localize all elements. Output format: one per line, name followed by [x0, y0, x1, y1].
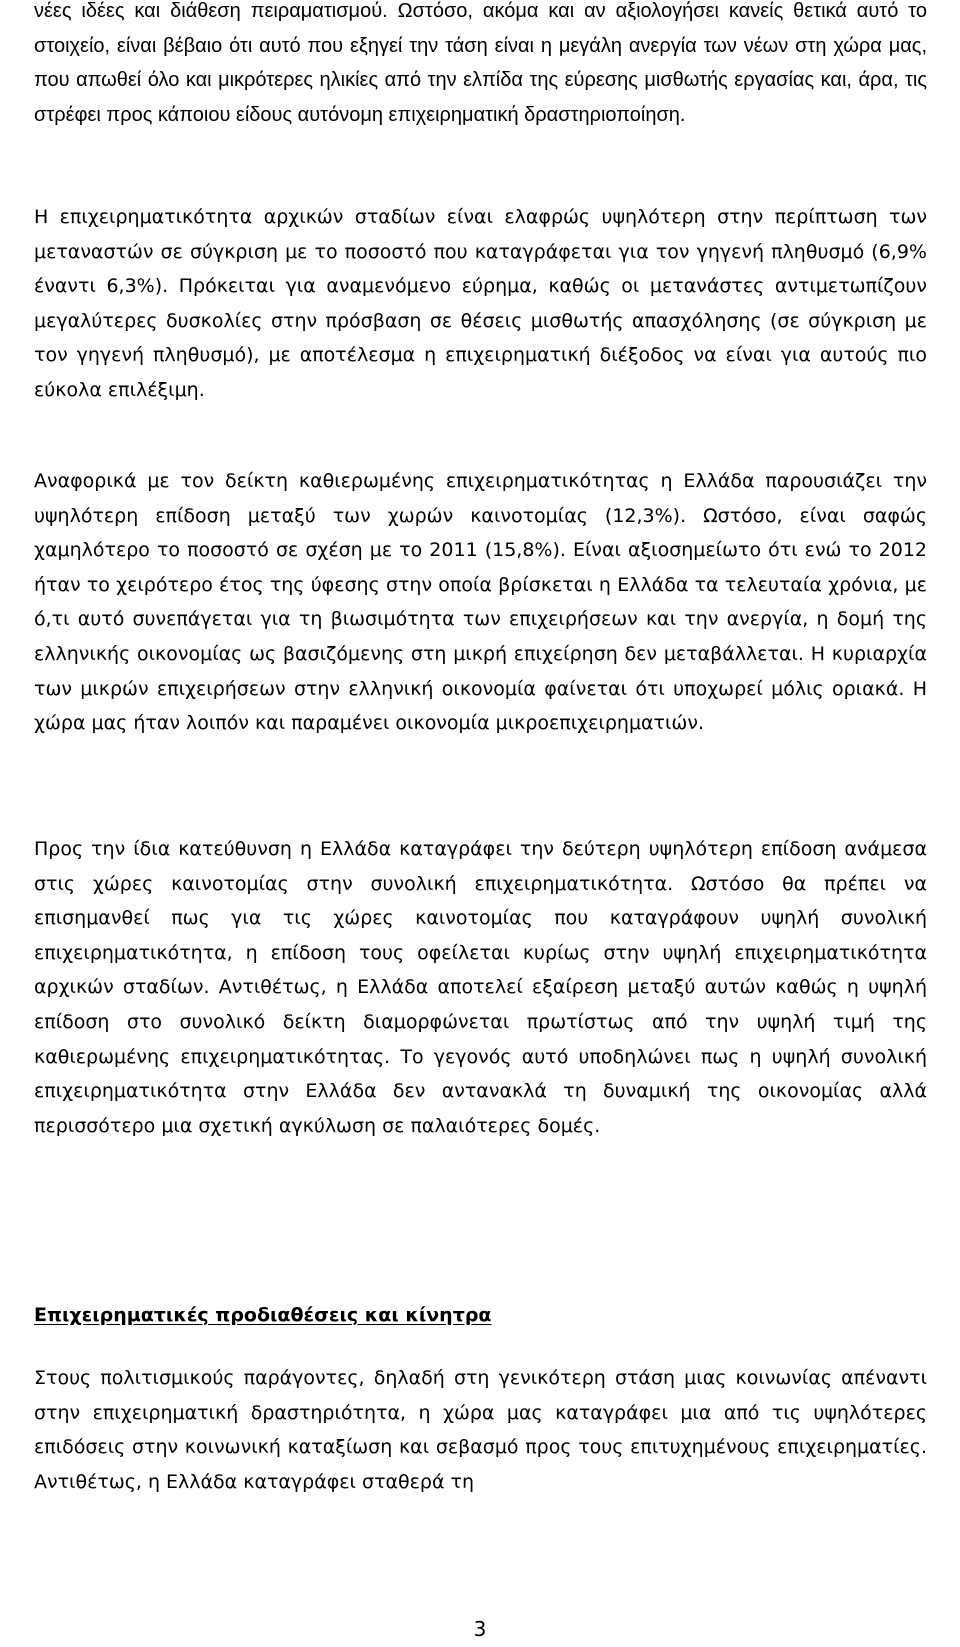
- paragraph-immigrant-entrepreneurship: Η επιχειρηματικότητα αρχικών σταδίων είναι ελαφρώς υψηλότερη στην περίπτωση των μεταναστών σε σύγκριση με το ποσοστό που καταγράφεται για τον γηγενή πληθυσμό (6,9% έναντι 6,3%). Πρόκειται για αναμενόμενο εύρημα, καθώς οι μετανάστες αντιμετωπίζουν μεγαλύτερες δυσκολίες στην πρόσβαση σε θέσεις μισθωτής απασχόλησης (σε σύγκριση με τον γηγενή πληθυσμό), με αποτέλεσμα η επιχειρηματική διέξοδος να είναι για αυτούς πιο εύκολα επιλέξιμη.: [34, 206, 927, 401]
- paragraph-youth-unemployment: νέες ιδέες και διάθεση πειραματισμού. Ωστόσο, ακόμα και αν αξιολογήσει κανείς θετικά αυτό το στοιχείο, είναι βέβαιο ότι αυτό που εξηγεί την τάση είναι η μεγάλη ανεργία των νέων στη χώρα μας, που απωθεί όλο και μικρότερες ηλικίες από την ελπίδα της εύρεσης μισθωτής εργασίας και, άρα, τις στρέφει προς κάποιου είδους αυτόνομη επιχειρηματική δραστηριοποίηση.: [34, 0, 927, 126]
- section-heading: Επιχειρηματικές προδιαθέσεις και κίνητρα: [34, 1304, 492, 1326]
- paragraph-established-entrepreneurship: Αναφορικά με τον δείκτη καθιερωμένης επιχειρηματικότητας η Ελλάδα παρουσιάζει την υψηλότερη επίδοση μεταξύ των χωρών καινοτομίας (12,3%). Ωστόσο, είναι σαφώς χαμηλότερο το ποσοστό σε σχέση με το 2011 (15,8%). Είναι αξιοσημείωτο ότι ενώ το 2012 ήταν το χειρότερο έτος της ύφεσης στην οποία βρίσκεται η Ελλάδα τα τελευταία χρόνια, με ό,τι αυτό συνεπάγεται για τη βιωσιμότητα των επιχειρήσεων και την ανεργία, η δομή της ελληνικής οικονομίας ως βασιζόμενης στη μικρή επιχείρηση δεν μεταβάλλεται. Η κυριαρχία των μικρών επιχειρήσεων στην ελληνική οικονομία φαίνεται ότι υποχωρεί μόλις οριακά. Η χώρα μας ήταν λοιπόν και παραμένει οικονομία μικροεπιχειρηματιών.: [34, 470, 927, 735]
- paragraph-total-entrepreneurship: Προς την ίδια κατεύθυνση η Ελλάδα καταγράφει την δεύτερη υψηλότερη επίδοση ανάμεσα στις χώρες καινοτομίας στην συνολική επιχειρηματικότητα. Ωστόσο θα πρέπει να επισημανθεί πως για τις χώρες καινοτομίας που καταγράφουν υψηλή συνολική επιχειρηματικότητα, η επίδοση τους οφείλεται κυρίως στην υψηλή επιχειρηματικότητα αρχικών σταδίων. Αντιθέτως, η Ελλάδα αποτελεί εξαίρεση μεταξύ αυτών καθώς η υψηλή επίδοση στο συνολικό δείκτη διαμορφώνεται πρωτίστως από την υψηλή τιμή της καθιερωμένης επιχειρηματικότητας. Το γεγονός αυτό υποδηλώνει πως η υψηλή συνολική επιχειρηματικότητα στην Ελλάδα δεν αντανακλά τη δυναμική της οικονομίας αλλά περισσότερο μια σχετική αγκύλωση σε παλαιότερες δομές.: [34, 838, 927, 1137]
- page-number: 3: [473, 1617, 487, 1641]
- paragraph-cultural-factors: Στους πολιτισμικούς παράγοντες, δηλαδή στη γενικότερη στάση μιας κοινωνίας απέναντι στην επιχειρηματική δραστηριότητα, η χώρα μας καταγράφει μια από τις υψηλότερες επιδόσεις στην κοινωνική καταξίωση και σεβασμό προς τους επιτυχημένους επιχειρηματίες. Αντιθέτως, η Ελλάδα καταγράφει σταθερά τη: [34, 1367, 927, 1493]
